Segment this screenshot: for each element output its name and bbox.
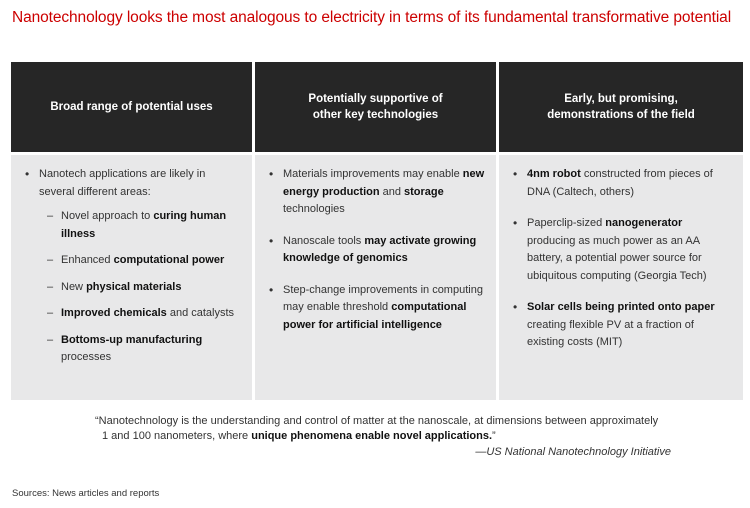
column-supportive-technologies [255,62,496,400]
list-item: • Paperclip-sized nanogenerator producing as much power as an AA battery, a potential power source for ubiquitous computing (Georgia Tech) [513,215,733,285]
quote-line-1: “Nanotechnology is the understanding and control of matter at the nanoscale, at dimensions between approximately [95,415,659,427]
list-item: • Nanoscale tools may activate growing knowledge of genomics [269,233,486,268]
quote-attribution: —US National Nanotechnology Initiative [475,446,671,458]
page-title: Nanotechnology looks the most analogous to electricity in terms of its fundamental transformative potential [12,9,732,26]
quote-line-2: 1 and 100 nanometers, where unique phenomena enable novel applications.” [102,430,496,442]
sub-list [39,208,242,367]
definition-quote [95,414,685,444]
column-header [255,62,496,152]
sources-note: Sources: News articles and reports [12,488,160,499]
sub-list-item: – Novel approach to curing human illness [39,208,242,243]
column-body [11,155,252,400]
column-potential-uses [11,62,252,400]
comparison-table [11,62,743,400]
list-item: • 4nm robot constructed from pieces of DNA (Caltech, others) [513,166,733,201]
sub-list-item: – Improved chemicals and catalysts [39,305,242,323]
list-item: • Materials improvements may enable new energy production and storage technologies [269,166,486,219]
sub-list-item: – New physical materials [39,279,242,297]
column-header-text: Broad range of potential uses [50,101,213,113]
column-header [11,62,252,152]
column-demonstrations [499,62,743,400]
sub-list-item: – Bottoms-up manufacturing processes [39,332,242,367]
column-header-text: Early, but promising, demonstrations of the field [547,93,695,121]
column-body [255,155,496,400]
list-item: • Nanotech applications are likely in several different areas: – Novel approach to curing human illness – Enhanced computational power – New physical materials – Improved chemicals and catalysts – Bottoms-up manufacturing processes [25,166,242,367]
list-item: • Step-change improvements in computing may enable threshold computational power for artificial intelligence [269,282,486,335]
column-body [499,155,743,400]
sub-list-item: – Enhanced computational power [39,252,242,270]
column-header [499,62,743,152]
list-item: • Solar cells being printed onto paper creating flexible PV at a fraction of existing costs (MIT) [513,299,733,352]
column-header-text: Potentially supportive of other key technologies [308,93,443,121]
